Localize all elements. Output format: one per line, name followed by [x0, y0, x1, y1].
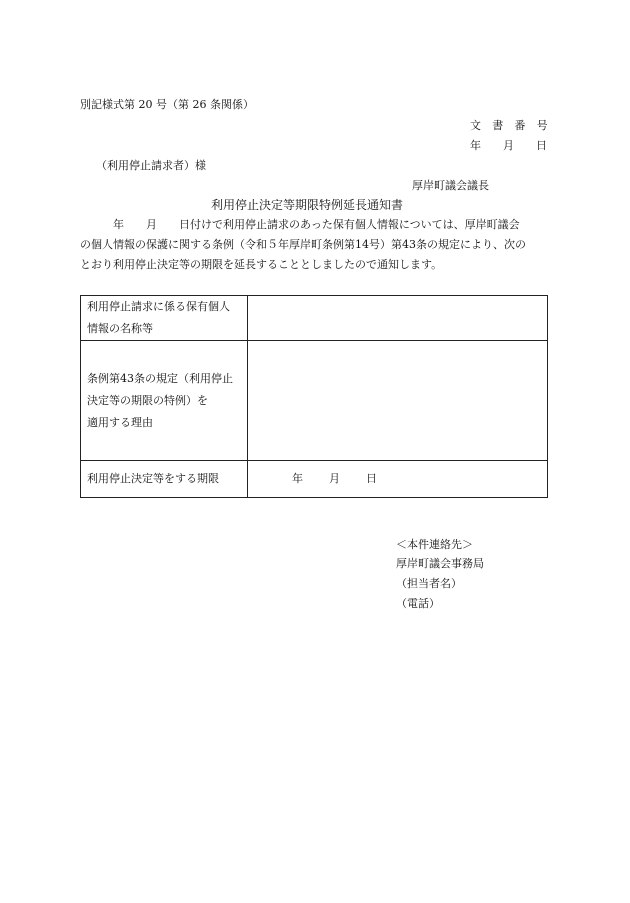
table-value-info-name: [248, 296, 548, 341]
table-label-reason: 条例第43条の規定（利用停止 決定等の期限の特例）を 適用する理由: [81, 341, 248, 461]
document-number: 文 書 番 号: [470, 119, 552, 132]
contact-phone: （電話）: [396, 597, 440, 610]
table-label-deadline: 利用停止決定等をする期限: [81, 461, 248, 498]
body-line-3: とおり利用停止決定等の期限を延長することとしましたので通知します。: [80, 258, 443, 271]
table-value-reason: [248, 341, 548, 461]
deadline-year: 年: [292, 472, 303, 485]
contact-person: （担当者名）: [396, 577, 462, 590]
table-row: [81, 461, 548, 498]
table-value-deadline: [248, 461, 548, 498]
body-line-1: 年 月 日付けで利用停止請求のあった保有個人情報については、厚岸町議会: [80, 218, 520, 231]
notice-table: [80, 295, 548, 498]
deadline-day: 日: [366, 472, 377, 485]
body-line-2: の個人情報の保護に関する条例（令和５年厚岸町条例第14号）第43条の規定により、次の: [80, 238, 526, 251]
form-header: 別記様式第 20 号（第 26 条関係）: [80, 98, 254, 111]
table-row: [81, 341, 548, 461]
issuer: 厚岸町議会議長: [412, 179, 489, 192]
table-row: [81, 296, 548, 341]
addressee: （利用停止請求者）様: [96, 159, 206, 172]
document-title: 利用停止決定等期限特例延長通知書: [211, 198, 404, 212]
contact-heading: ＜本件連絡先＞: [396, 538, 473, 551]
deadline-month: 月: [329, 472, 340, 485]
contact-office: 厚岸町議会事務局: [396, 557, 484, 570]
date-line: 年 月 日: [470, 139, 547, 152]
table-label-info-name: 利用停止請求に係る保有個人 情報の名称等: [81, 296, 248, 341]
